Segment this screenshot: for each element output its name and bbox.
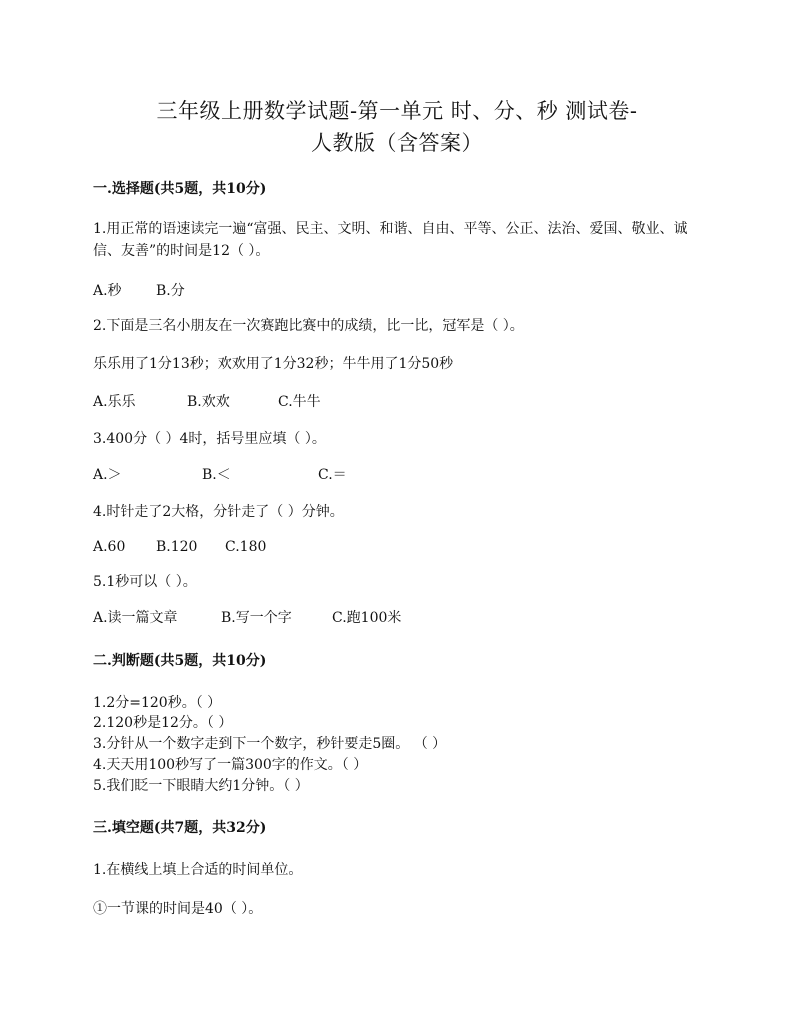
- choice-q4-option-c: C.180: [225, 539, 267, 555]
- fill-question-1-part-1: ①一节课的时间是40（ ）。: [93, 901, 263, 917]
- choice-q3-option-b: B.＜: [202, 467, 231, 483]
- choice-q4-option-a: A.60: [93, 539, 126, 555]
- section-header-fill: 三.填空题(共7题，共32分): [93, 820, 267, 836]
- judge-item-1: 1.2分=120秒。（ ）: [93, 695, 222, 711]
- choice-q4-option-b: B.120: [156, 539, 198, 555]
- fill-question-1: 1.在横线上填上合适的时间单位。: [93, 862, 303, 878]
- choice-q2-option-a: A.乐乐: [93, 394, 136, 410]
- choice-q5-option-c: C.跑100米: [332, 610, 402, 626]
- choice-q5-option-b: B.写一个字: [221, 610, 292, 626]
- choice-q3-option-a: A.＞: [93, 467, 122, 483]
- choice-question-4: 4.时针走了2大格，分针走了（ ）分钟。: [93, 504, 344, 520]
- choice-q1-option-b: B.分: [156, 283, 185, 299]
- choice-q2-option-c: C.牛牛: [278, 394, 321, 410]
- choice-question-1: 1.用正常的语速读完一遍“富强、民主、文明、和谐、自由、平等、公正、法治、爱国、敬业、诚信、友善”的时间是12（ ）。: [93, 221, 688, 259]
- choice-q2-option-b: B.欢欢: [187, 394, 230, 410]
- page-title-line-2: 人教版（含答案）: [311, 131, 483, 155]
- choice-q3-option-c: C.＝: [318, 467, 347, 483]
- judge-item-2: 2.120秒是12分。（ ）: [93, 715, 233, 731]
- judge-item-5: 5.我们眨一下眼睛大约1分钟。（ ）: [93, 778, 309, 794]
- section-header-judge: 二.判断题(共5题，共10分): [93, 653, 267, 669]
- section-header-choice: 一.选择题(共5题，共10分): [93, 181, 267, 197]
- choice-q5-option-a: A.读一篇文章: [93, 610, 178, 626]
- choice-question-2: 2.下面是三名小朋友在一次赛跑比赛中的成绩，比一比，冠军是（ ）。: [93, 318, 524, 334]
- choice-q2-info: 乐乐用了1分13秒；欢欢用了1分32秒；牛牛用了1分50秒: [93, 356, 454, 372]
- choice-question-5: 5.1秒可以（ ）。: [93, 574, 197, 590]
- page-title-line-1: 三年级上册数学试题-第一单元 时、分、秒 测试卷-: [156, 99, 638, 123]
- choice-q1-option-a: A.秒: [93, 283, 122, 299]
- judge-item-3: 3.分针从一个数字走到下一个数字，秒针要走5圈。 （ ）: [93, 736, 447, 752]
- choice-question-3: 3.400分（ ）4时，括号里应填（ ）。: [93, 431, 326, 447]
- judge-item-4: 4.天天用100秒写了一篇300字的作文。（ ）: [93, 757, 368, 773]
